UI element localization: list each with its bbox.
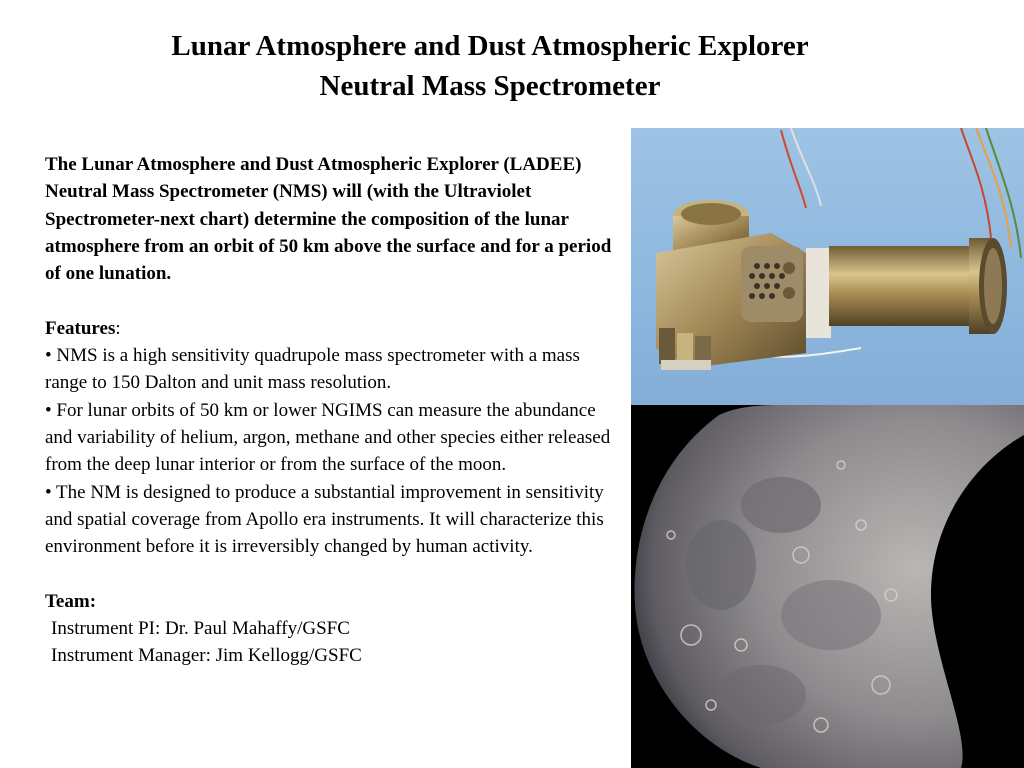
body-text bbox=[45, 151, 617, 670]
features-colon: : bbox=[115, 317, 121, 339]
features-heading-label: Features bbox=[45, 317, 116, 339]
spacer bbox=[45, 287, 617, 314]
team-member: Instrument Manager: Jim Kellogg/GSFC bbox=[51, 645, 362, 667]
team-heading: Team: bbox=[45, 590, 97, 612]
moon-photo bbox=[631, 405, 1024, 768]
instrument-illustration bbox=[631, 128, 1024, 405]
feature-item: • NMS is a high sensitivity quadrupole mass spectrometer with a mass range to 150 Dalton and unit mass resolution. bbox=[45, 345, 580, 394]
team-member: Instrument PI: Dr. Paul Mahaffy/GSFC bbox=[51, 618, 350, 640]
slide-title bbox=[90, 26, 890, 106]
half-moon-illustration bbox=[631, 405, 1024, 768]
features-heading bbox=[45, 315, 617, 342]
feature-item: • The NM is designed to produce a substantial improvement in sensitivity and spatial coverage from Apollo era instruments. It will characterize this environment before it is irreversibly changed by human activity. bbox=[45, 481, 604, 558]
title-line-2: Neutral Mass Spectrometer bbox=[319, 70, 661, 102]
spacer bbox=[45, 560, 617, 587]
feature-item: • For lunar orbits of 50 km or lower NGIMS can measure the abundance and variability of helium, argon, methane and other species either released from the deep lunar interior or from the surface of the moon. bbox=[45, 399, 611, 476]
intro-paragraph: The Lunar Atmosphere and Dust Atmospheric Explorer (LADEE) Neutral Mass Spectrometer (NMS) will (with the Ultraviolet Spectrometer-next chart) determine the composition of the lunar atmosphere from an orbit of 50 km above the surface and for a period of one lunation. bbox=[45, 154, 612, 285]
instrument-photo bbox=[631, 128, 1024, 405]
title-line-1: Lunar Atmosphere and Dust Atmospheric Explorer bbox=[171, 30, 809, 62]
